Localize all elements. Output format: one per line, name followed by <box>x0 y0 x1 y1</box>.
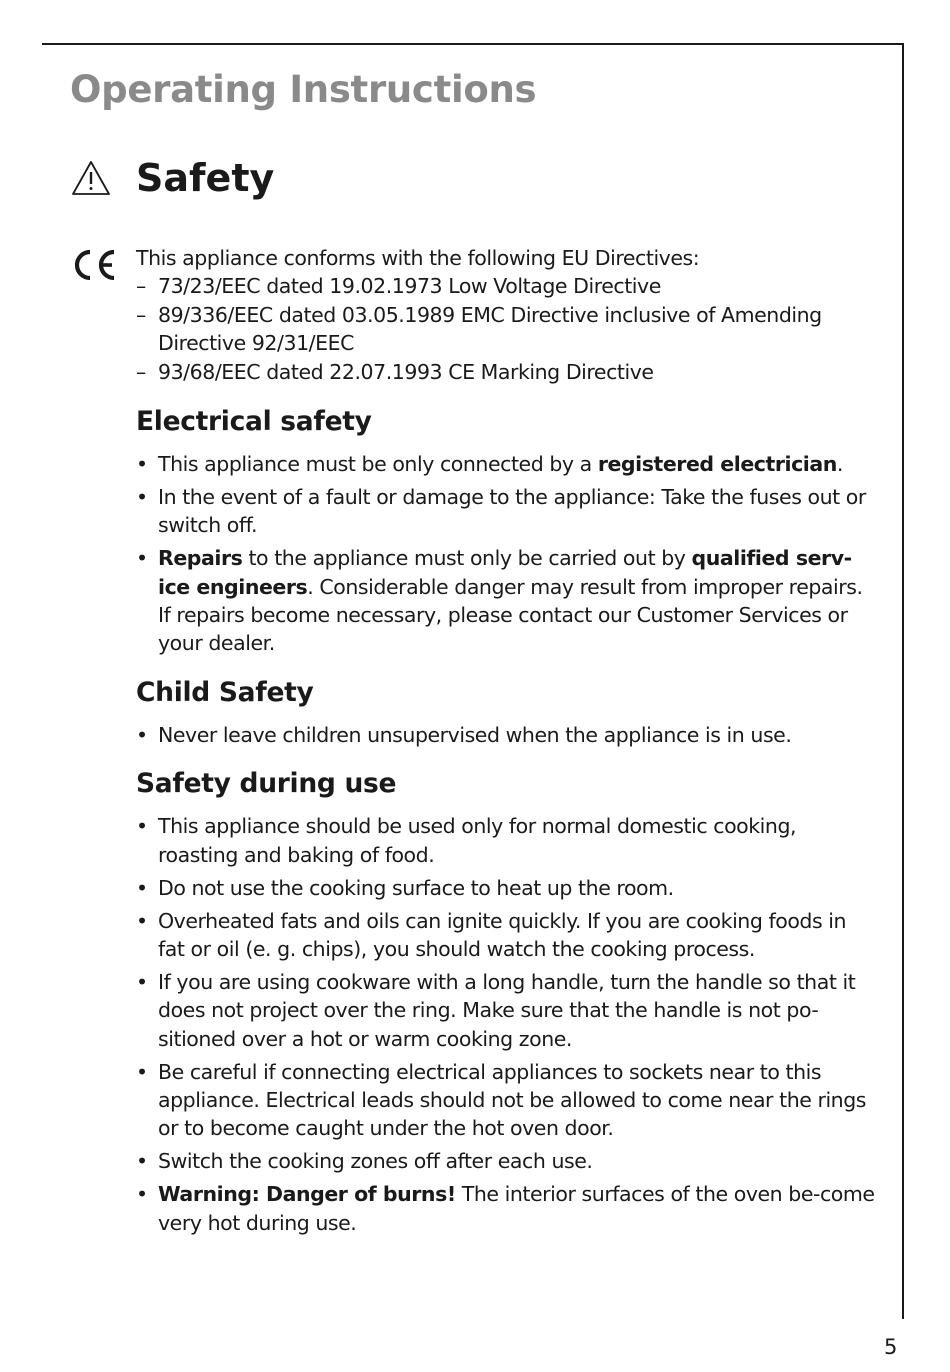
right-rule <box>902 43 904 1319</box>
list-item: • Overheated fats and oils can ignite quickly. If you are cooking foods in fat or oil (e. g. chips), you should watch the cooking process. <box>136 908 847 961</box>
list-item: • In the event of a fault or damage to the appliance: Take the fuses out or switch off. <box>136 484 866 538</box>
list-item: • This appliance should be used only for normal domestic cooking, roasting and baking of food. <box>136 814 797 867</box>
list-item: • Switch the cooking zones off after each use. <box>136 1149 593 1174</box>
electrical-safety-heading: Electrical safety <box>136 406 372 438</box>
directives-list <box>136 272 876 386</box>
safety-title: Safety <box>136 156 275 200</box>
warning-triangle-icon <box>71 160 111 196</box>
list-item: • Repairs to the appliance must only be carried out by qualified serv-ice engineers. Considerable danger may result from improper repairs. If repairs become necessary, please contact our Customer Services or your dealer. <box>136 546 863 656</box>
child-safety-heading: Child Safety <box>136 676 314 708</box>
safety-during-use-heading: Safety during use <box>136 768 397 800</box>
list-item: • Be careful if connecting electrical appliances to sockets near to this appliance. Electrical leads should not be allowed to come near the rings or to become caught under the hot oven door. <box>136 1059 867 1141</box>
list-item: • Do not use the cooking surface to heat up the room. <box>136 875 674 900</box>
content <box>136 244 876 1241</box>
electrical-safety-list <box>136 450 876 658</box>
section-title: Operating Instructions <box>70 68 537 111</box>
list-item: • If you are using cookware with a long handle, turn the handle so that it does not project over the ring. Make sure that the handle is not po-sitioned over a hot or warm cooking zone. <box>136 969 856 1051</box>
directives-intro: This appliance conforms with the following EU Directives: <box>136 246 700 270</box>
ce-mark-icon <box>69 247 117 283</box>
list-item: • This appliance must be only connected by a registered electrician. <box>136 452 843 477</box>
warning-item: • Warning: Danger of burns! The interior surfaces of the oven be-come very hot during use. <box>136 1182 875 1235</box>
directive-item: – 93/68/EEC dated 22.07.1993 CE Marking Directive <box>136 359 654 384</box>
directive-item: – 89/336/EEC dated 03.05.1989 EMC Directive inclusive of Amending Directive 92/31/EEC <box>136 302 822 356</box>
safety-during-use-list <box>136 812 876 1237</box>
list-item: • Never leave children unsupervised when the appliance is in use. <box>136 722 792 747</box>
directive-item: – 73/23/EEC dated 19.02.1973 Low Voltage Directive <box>136 274 661 299</box>
child-safety-list <box>136 721 876 749</box>
page-number: 5 <box>884 1335 898 1359</box>
top-rule <box>42 43 904 45</box>
